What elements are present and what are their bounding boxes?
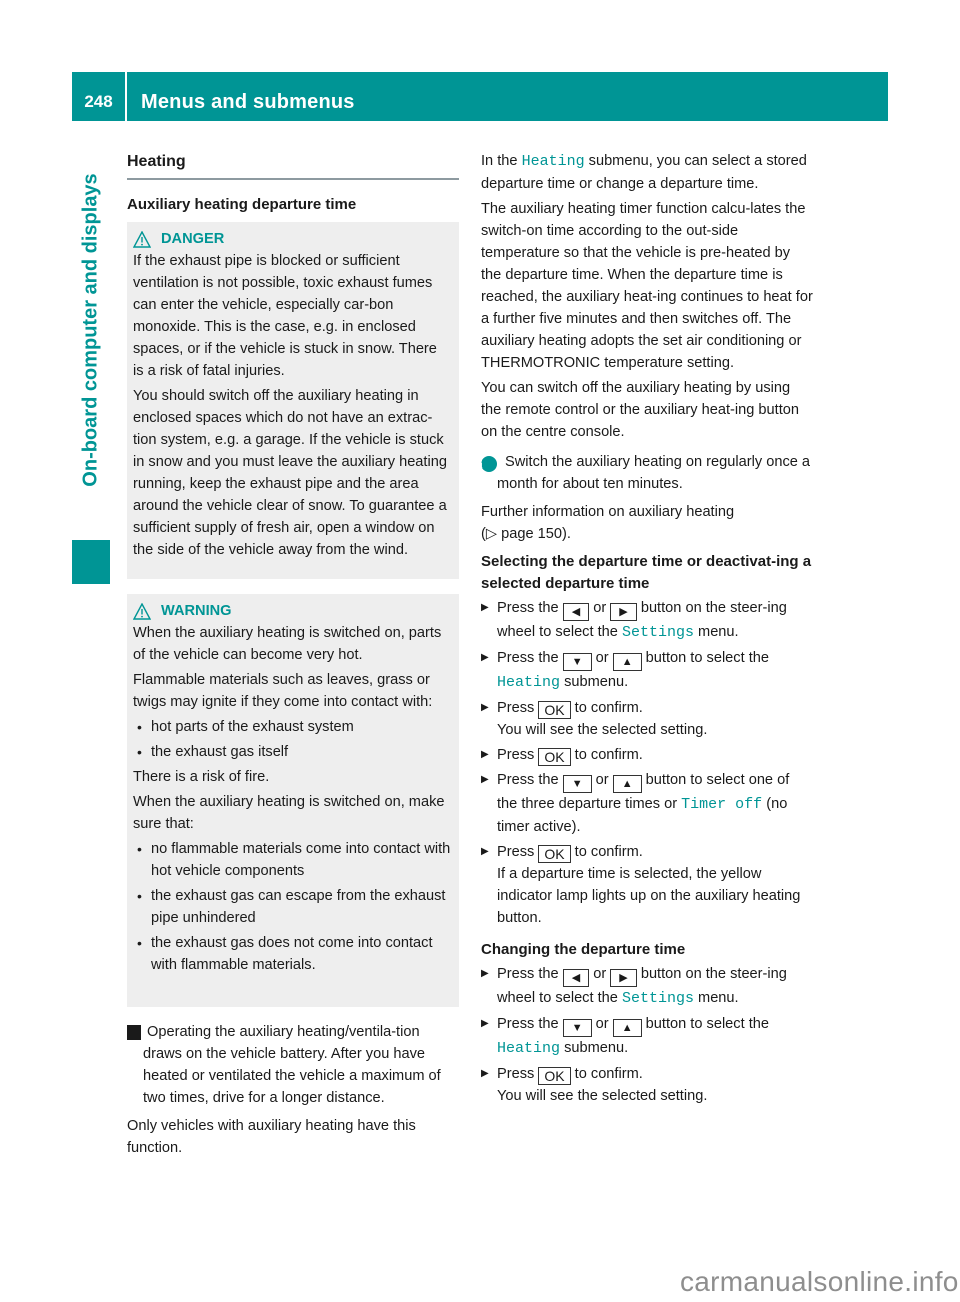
text: to confirm.: [574, 844, 643, 860]
right-column: [481, 150, 813, 1110]
text: Press the: [497, 772, 559, 788]
text: menu.: [698, 990, 739, 1006]
step: [481, 963, 813, 1010]
warning-triangle-icon: [133, 603, 151, 620]
text: submenu, you can select a stored departure time or change a departure time.: [481, 153, 807, 192]
danger-paragraph: You should switch off the auxiliary heating in enclosed spaces which do not have an extrac-tion system, e.g. a garage. If the vehicle is stuck in snow and you must leave the auxiliary heating running, keep the exhaust pipe and the area around the vehicle clear of snow. To guarantee a sufficient supply of fresh air, open a window on the side of the vehicle away from the wind.: [133, 388, 447, 558]
text: Press: [497, 844, 535, 860]
text: Press the: [497, 966, 559, 982]
text: Press: [497, 700, 535, 716]
header-divider: [125, 72, 127, 121]
danger-paragraph: If the exhaust pipe is blocked or sufficient ventilation is not possible, toxic exhaust fumes can enter the vehicle, especially car-bon monoxide. This is the case, e.g. in enclosed spaces, or if the vehicle is stuck in snow. There is a risk of fatal injuries.: [133, 253, 437, 379]
ok-key-icon: OK: [538, 1067, 570, 1085]
bullet-item: • the exhaust gas can escape from the exhaust pipe unhindered: [133, 885, 451, 929]
caution-text: Operating the auxiliary heating/ventila-tion draws on the vehicle battery. After you have heated or ventilated the vehicle a maximum of two times, drive for a longer distance.: [143, 1024, 441, 1106]
text: button on the steer-ing wheel to select the: [497, 600, 787, 640]
warning-notice: [127, 594, 459, 1007]
text: Press: [497, 747, 535, 763]
info-text: Switch the auxiliary heating on regularly once a month for about ten minutes.: [497, 454, 811, 492]
step: [481, 841, 813, 929]
switch-off-paragraph: You can switch off the auxiliary heating by using the remote control or the auxiliary heat-ing button on the centre console.: [481, 380, 799, 440]
danger-title: [133, 228, 451, 250]
text: Press the: [497, 600, 559, 616]
down-arrow-key-icon: ▼: [563, 775, 592, 793]
warning-paragraph: When the auxiliary heating is switched on, parts of the vehicle can become very hot.: [133, 625, 442, 663]
step: [481, 647, 813, 694]
step: [481, 1063, 813, 1107]
text: or: [595, 650, 609, 666]
timer-paragraph: The auxiliary heating timer function calcu-lates the switch-on time according to the out-side temperature so that the vehicle is pre-heated by the departure time. When the departure time is reached, the auxiliary heat-ing continues to heat for a further five minutes and then switches off. The auxiliary heating adopts the set air conditioning or THERMOTRONIC temperature setting.: [481, 201, 813, 371]
step: [481, 597, 813, 644]
bullet-item: • hot parts of the exhaust system: [133, 716, 451, 738]
chapter-tab-marker: [72, 540, 110, 584]
section-heading: Heating: [127, 150, 459, 180]
warning-triangle-icon: [133, 231, 151, 248]
left-column: [123, 150, 459, 1162]
heating-menu-ref: Heating: [521, 153, 585, 170]
text: In the: [481, 153, 518, 169]
warning-paragraph: When the auxiliary heating is switched on, make sure that:: [133, 794, 445, 832]
page-number: 248: [84, 92, 113, 111]
text: to confirm.: [574, 747, 643, 763]
text: (no timer active).: [497, 796, 788, 835]
section1-heading: Selecting the departure time or deactivat-ing a selected departure time: [481, 553, 812, 592]
sub-heading: Auxiliary heating departure time: [127, 196, 357, 213]
warning-title: [133, 600, 451, 622]
heating-menu-ref: Heating: [497, 1040, 561, 1057]
right-arrow-key-icon: ▶: [610, 603, 636, 621]
step-result: You will see the selected setting.: [497, 1088, 708, 1104]
text: to confirm.: [574, 1066, 643, 1082]
page-reference-link[interactable]: (▷ page 150).: [481, 526, 571, 542]
text: submenu.: [564, 1040, 629, 1056]
down-arrow-key-icon: ▼: [563, 1019, 592, 1037]
ok-key-icon: OK: [538, 845, 570, 863]
step-result: If a departure time is selected, the yellow indicator lamp lights up on the auxiliary heating button.: [497, 866, 801, 926]
bullet-item: • the exhaust gas itself: [133, 741, 451, 763]
timer-off-ref: Timer off: [681, 796, 763, 813]
left-arrow-key-icon: ◀: [563, 603, 589, 621]
intro-paragraph: [481, 150, 813, 195]
text: button on the steer-ing wheel to select the: [497, 966, 787, 1006]
page-title: Menus and submenus: [141, 91, 355, 113]
text: Press the: [497, 1016, 559, 1032]
step: [481, 1013, 813, 1060]
up-arrow-key-icon: ▲: [613, 1019, 642, 1037]
section2-heading: Changing the departure time: [481, 941, 686, 958]
chapter-label-text: On-board computer and displays: [79, 173, 102, 487]
warning-title-text: WARNING: [161, 603, 232, 619]
down-arrow-key-icon: ▼: [563, 653, 592, 671]
text: button to select the: [645, 650, 769, 666]
ok-key-icon: OK: [538, 701, 570, 719]
caution-icon: !: [127, 1025, 141, 1040]
step: [481, 769, 813, 838]
bullet-item: • no flammable materials come into contact with hot vehicle components: [133, 838, 451, 882]
text: or: [593, 600, 607, 616]
settings-menu-ref: Settings: [621, 990, 694, 1007]
warning-paragraph: There is a risk of fire.: [133, 769, 270, 785]
step: [481, 744, 813, 766]
text: Press the: [497, 650, 559, 666]
caution-note: [123, 1021, 459, 1109]
availability-note: Only vehicles with auxiliary heating have this function.: [127, 1118, 416, 1156]
text: button to select one of the three departure times or: [497, 772, 790, 812]
warning-paragraph: Flammable materials such as leaves, grass or twigs may ignite if they come into contact with:: [133, 672, 433, 710]
right-arrow-key-icon: ▶: [610, 969, 636, 987]
chapter-label: [72, 126, 110, 534]
step-result: You will see the selected setting.: [497, 722, 708, 738]
danger-title-text: DANGER: [161, 231, 225, 247]
text: submenu.: [564, 674, 629, 690]
up-arrow-key-icon: ▲: [613, 775, 642, 793]
text: or: [595, 772, 609, 788]
text: to confirm.: [574, 700, 643, 716]
left-arrow-key-icon: ◀: [563, 969, 589, 987]
watermark: carmanualsonline.info: [680, 1266, 959, 1297]
text: menu.: [698, 624, 739, 640]
info-note: [481, 451, 813, 495]
further-info: Further information on auxiliary heating: [481, 504, 735, 520]
text: or: [593, 966, 607, 982]
ok-key-icon: OK: [538, 748, 570, 766]
info-icon: i: [481, 456, 497, 472]
heating-menu-ref: Heating: [497, 674, 561, 691]
text: or: [595, 1016, 609, 1032]
up-arrow-key-icon: ▲: [613, 653, 642, 671]
bullet-item: • the exhaust gas does not come into contact with flammable materials.: [133, 932, 451, 976]
danger-notice: [127, 222, 459, 579]
step: [481, 697, 813, 741]
text: button to select the: [645, 1016, 769, 1032]
settings-menu-ref: Settings: [621, 624, 694, 641]
text: Press: [497, 1066, 535, 1082]
